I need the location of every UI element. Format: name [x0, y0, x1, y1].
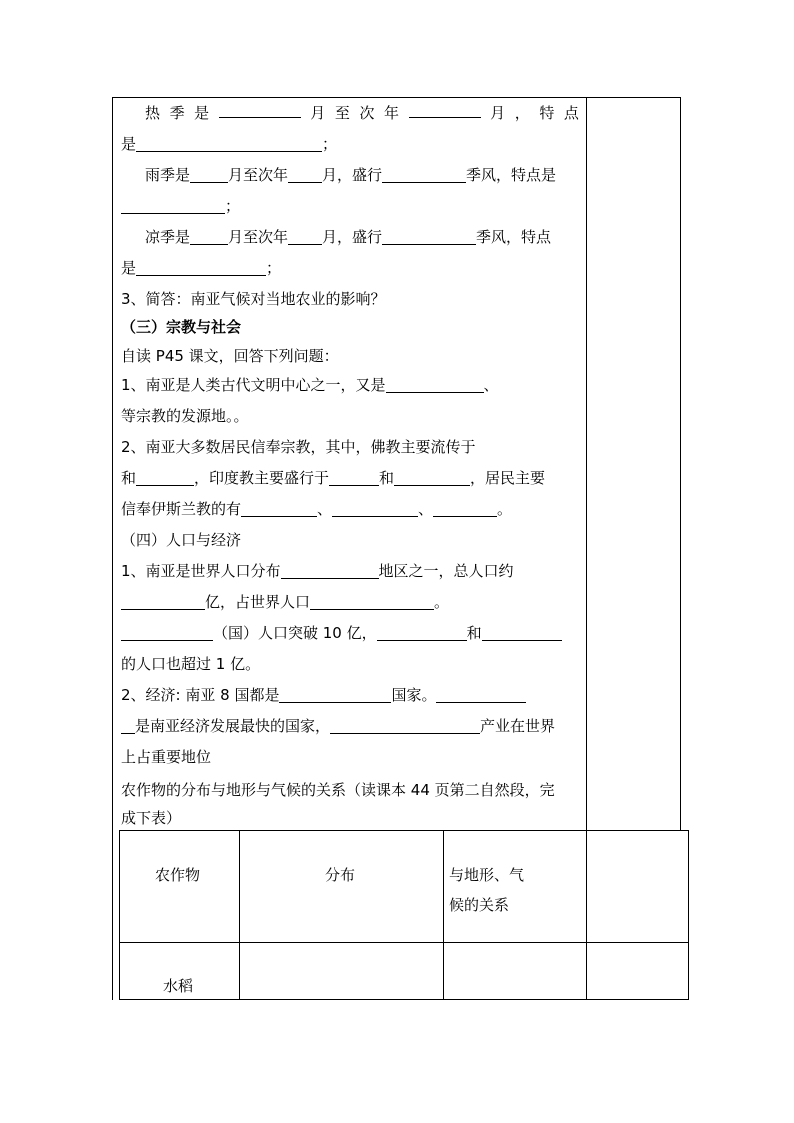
- blank-islam-country-2[interactable]: [332, 499, 418, 517]
- notes-column-divider: [586, 97, 587, 830]
- blank-cool-feature[interactable]: [136, 258, 266, 276]
- blank-important-industry[interactable]: [330, 716, 480, 734]
- blank-cool-start[interactable]: [190, 227, 228, 245]
- hot-season-line: 热 季 是 月 至 次 年 月 ， 特 点: [121, 98, 579, 129]
- blank-cool-monsoon[interactable]: [382, 227, 476, 245]
- blank-hot-end-month[interactable]: [409, 100, 481, 118]
- blank-total-population[interactable]: [121, 592, 205, 610]
- population-q1-line: 1、南亚是世界人口分布 地区之一，总人口约: [121, 562, 514, 580]
- crop-table: [119, 830, 689, 1000]
- blank-religion-1[interactable]: [386, 375, 484, 393]
- rainy-season-line: 雨季是 月至次年 月，盛行 季风，特点是: [145, 166, 557, 184]
- header-relation-line-2: 候的关系: [449, 896, 510, 914]
- blank-cool-end[interactable]: [288, 227, 322, 245]
- religion-q2-line-3: 信奉伊斯兰教的有 、 、 。: [121, 500, 513, 518]
- blank-islam-country-3[interactable]: [433, 499, 497, 517]
- rainy-feature-line: ；: [121, 191, 579, 222]
- blank-fastest-country-a[interactable]: [436, 685, 526, 703]
- blank-fastest-country-b[interactable]: [121, 716, 135, 734]
- blank-buddhism-region[interactable]: [136, 468, 194, 486]
- blank-rain-feature[interactable]: [121, 196, 225, 214]
- header-relation-line-1: 与地形、气: [449, 866, 525, 884]
- blank-hindu-region-2[interactable]: [394, 468, 470, 486]
- cell-rice-relation[interactable]: [444, 943, 586, 999]
- blank-world-share[interactable]: [310, 592, 434, 610]
- population-q1-line-3: （国）人口突破 10 亿， 和: [121, 618, 579, 649]
- cool-season-line: 凉季是 月至次年 月，盛行 季风，特点: [145, 228, 552, 246]
- economy-q2-line-3: 上占重要地位: [121, 748, 212, 766]
- hot-season-feature-line: 是 ；: [121, 135, 338, 153]
- blank-rain-monsoon[interactable]: [382, 165, 466, 183]
- row-rice-label: 水稻: [163, 977, 194, 995]
- economy-q2-line: 2、经济: 南亚 8 国都是 国家。: [121, 680, 579, 711]
- religion-q1-cont: 等宗教的发源地。。: [121, 407, 249, 425]
- blank-country-type[interactable]: [279, 685, 391, 703]
- blank-hindu-region-1[interactable]: [329, 468, 379, 486]
- economy-q2-line-2: 是南亚经济发展最快的国家， 产业在世界: [121, 711, 579, 742]
- blank-rain-end[interactable]: [288, 165, 322, 183]
- section-3-title: （三）宗教与社会: [121, 318, 242, 336]
- crop-intro-line-2: 成下表）: [121, 809, 182, 827]
- blank-hot-feature[interactable]: [136, 134, 322, 152]
- crop-intro-line-1: 农作物的分布与地形与气候的关系（读课本 44 页第二自然段，完: [121, 781, 555, 799]
- section-4-title: （四）人口与经济: [121, 531, 242, 549]
- read-instruction-p45: 自读 P45 课文，回答下列问题：: [121, 347, 339, 365]
- population-q1-line-4: 的人口也超过 1 亿。: [121, 655, 261, 673]
- blank-country-over-100m-2[interactable]: [482, 623, 562, 641]
- population-q1-line-2: 亿，占世界人口 。: [121, 587, 579, 618]
- question-3: 3、简答：南亚气候对当地农业的影响？: [121, 290, 386, 308]
- frame-left-border: [112, 97, 113, 1000]
- religion-q2-line-2: 和 ，印度教主要盛行于 和 ，居民主要: [121, 469, 546, 487]
- religion-q2-line: 2、南亚大多数居民信奉宗教，其中，佛教主要流传于: [121, 438, 476, 456]
- header-distribution: 分布: [325, 866, 356, 884]
- cell-rice-distribution[interactable]: [240, 943, 443, 999]
- header-crop: 农作物: [155, 866, 201, 884]
- cell-rice-notes[interactable]: [587, 943, 688, 999]
- blank-islam-country-1[interactable]: [241, 499, 317, 517]
- blank-rain-start[interactable]: [190, 165, 228, 183]
- blank-population-distribution[interactable]: [281, 561, 379, 579]
- blank-country-1-billion[interactable]: [121, 623, 213, 641]
- frame-right-border: [680, 97, 681, 830]
- cool-feature-line: 是 ；: [121, 259, 282, 277]
- religion-q1-line: 1、南亚是人类古代文明中心之一，又是 、: [121, 376, 499, 394]
- blank-country-over-100m-1[interactable]: [377, 623, 467, 641]
- blank-hot-start-month[interactable]: [219, 100, 301, 118]
